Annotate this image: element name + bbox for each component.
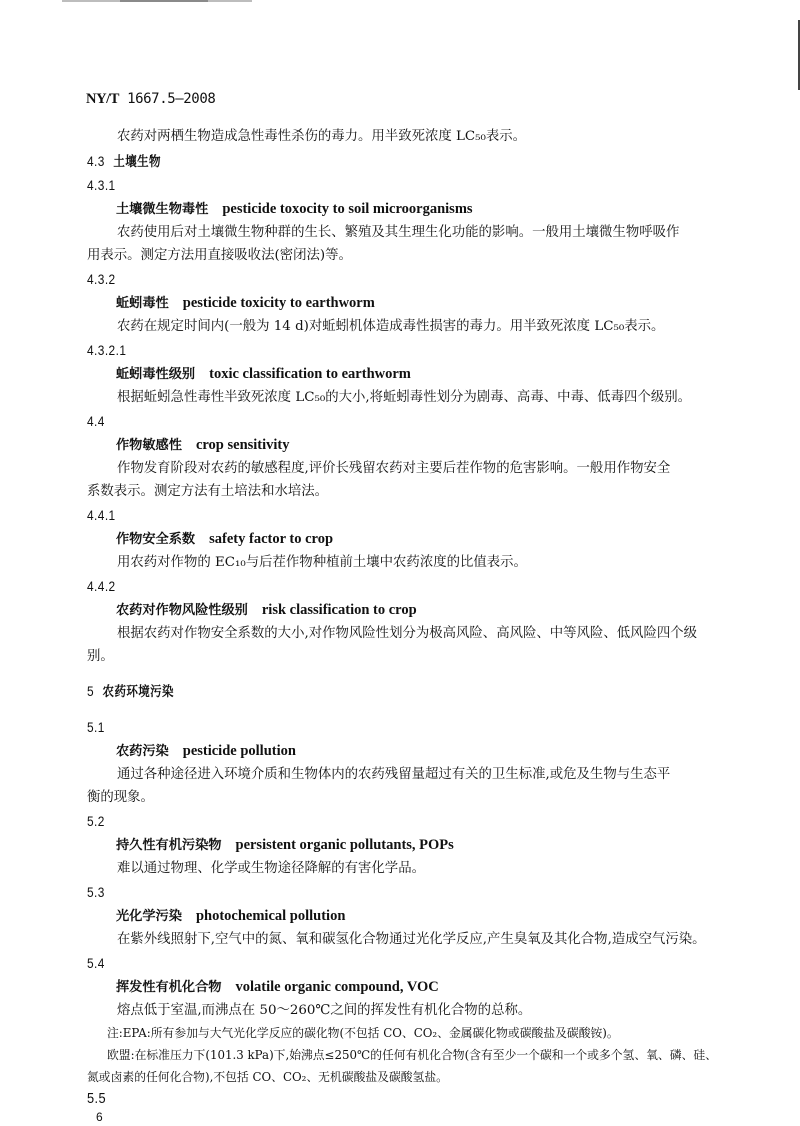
clause-number-4-4-2: 4.4.2	[87, 578, 116, 594]
clause-number-4-3-1: 4.3.1	[87, 177, 116, 193]
page-number: 6	[96, 1110, 103, 1124]
term-en: persistent organic pollutants, POPs	[235, 837, 454, 853]
definition-line: 衡的现象。	[87, 790, 154, 805]
term-en: pesticide toxicity to earthworm	[182, 295, 375, 311]
term-zh: 土壤微生物毒性	[116, 202, 209, 217]
term-5-2	[116, 836, 454, 855]
definition-line: 别。	[87, 649, 114, 664]
term-en: volatile organic compound, VOC	[235, 979, 439, 995]
definition-line: 作物发育阶段对农药的敏感程度,评价长残留农药对主要后茬作物的危害影响。一般用作物安全	[117, 461, 671, 476]
term-en: safety factor to crop	[209, 531, 334, 547]
paragraph-line: 农药对两栖生物造成急性毒性杀伤的毒力。用半致死浓度 LC₅₀表示。	[117, 129, 527, 144]
section-number: 4.3	[87, 153, 105, 169]
term-zh: 蚯蚓毒性	[116, 296, 169, 311]
term-zh: 农药污染	[116, 744, 169, 759]
term-5-1	[116, 742, 296, 761]
clause-number-4-3-2: 4.3.2	[87, 271, 116, 287]
term-4-3-1	[116, 200, 473, 219]
term-en: crop sensitivity	[195, 437, 290, 453]
definition-line: 农药使用后对土壤微生物种群的生长、繁殖及其生理生化功能的影响。一般用土壤微生物呼吸作	[117, 225, 680, 240]
definition-line: 根据农药对作物安全系数的大小,对作物风险性划分为极高风险、高风险、中等风险、低风险四个级	[117, 626, 698, 641]
definition-line: 熔点低于室温,而沸点在 50～260℃之间的挥发性有机化合物的总称。	[117, 1003, 532, 1018]
term-4-4	[116, 436, 290, 455]
definition-line: 根据蚯蚓急性毒性半致死浓度 LC₅₀的大小,将蚯蚓毒性划分为剧毒、高毒、中毒、低毒四个级别。	[117, 390, 692, 405]
term-en: toxic classification to earthworm	[209, 366, 411, 382]
term-zh: 作物敏感性	[116, 438, 182, 453]
term-en: pesticide pollution	[182, 743, 296, 759]
standard-prefix: NY/T	[86, 91, 120, 107]
term-4-4-2	[116, 601, 417, 620]
definition-line: 在紫外线照射下,空气中的氮、氧和碳氢化合物通过光化学反应,产生臭氧及其化合物,造成空气污染。	[117, 932, 706, 947]
definition-line: 用农药对作物的 EC₁₀与后茬作物种植前土壤中农药浓度的比值表示。	[117, 555, 527, 570]
term-zh: 光化学污染	[116, 909, 182, 924]
term-zh: 农药对作物风险性级别	[116, 603, 248, 618]
note-line: 氮或卤素的任何化合物),不包括 CO、CO₂、无机碳酸盐及碳酸氢盐。	[87, 1070, 448, 1084]
term-en: pesticide toxocity to soil microorganisms	[222, 201, 473, 217]
term-5-3	[116, 907, 345, 926]
clause-number-5-2: 5.2	[87, 813, 105, 829]
definition-line: 用表示。测定方法用直接吸收法(密闭法)等。	[87, 248, 352, 263]
term-4-3-2-1	[116, 365, 411, 384]
term-zh: 挥发性有机化合物	[116, 980, 222, 995]
definition-line: 农药在规定时间内(一般为 14 d)对蚯蚓机体造成毒性损害的毒力。用半致死浓度 LC₅₀表示。	[117, 319, 665, 334]
clause-number-4-4-1: 4.4.1	[87, 507, 116, 523]
clause-number-5-4: 5.4	[87, 955, 105, 971]
clause-number-4-3-2-1: 4.3.2.1	[87, 342, 127, 358]
clause-number-5-3: 5.3	[87, 884, 105, 900]
chapter-title: 农药环境污染	[102, 684, 174, 700]
clause-number-5-1: 5.1	[87, 719, 105, 735]
scan-artifact	[120, 0, 208, 2]
clause-number-4-4: 4.4	[87, 413, 105, 429]
term-zh: 作物安全系数	[116, 532, 196, 547]
term-zh: 持久性有机污染物	[116, 838, 222, 853]
section-heading-4-3	[87, 152, 161, 171]
chapter-number: 5	[87, 683, 95, 699]
term-4-3-2	[116, 294, 375, 313]
note-line: 欧盟:在标准压力下(101.3 kPa)下,始沸点≤250℃的任何有机化合物(含有至少一个碳和一个或多个氢、氧、磷、硅、	[107, 1048, 717, 1062]
term-4-4-1	[116, 530, 333, 549]
definition-line: 难以通过物理、化学或生物途径降解的有害化学品。	[117, 861, 425, 876]
term-zh: 蚯蚓毒性级别	[116, 367, 196, 382]
clause-number-5-5: 5.5	[87, 1090, 107, 1107]
term-en: risk classification to crop	[261, 602, 417, 618]
standard-code: 1667.5—2008	[127, 91, 216, 107]
definition-line: 系数表示。测定方法有土培法和水培法。	[87, 484, 329, 499]
term-en: photochemical pollution	[195, 908, 346, 924]
definition-line: 通过各种途径进入环境介质和生物体内的农药残留量超过有关的卫生标准,或危及生物与生态平	[117, 767, 671, 782]
section-title: 土壤生物	[113, 154, 161, 170]
standard-number-header	[86, 90, 215, 108]
note-line: 注:EPA:所有参加与大气光化学反应的碳化物(不包括 CO、CO₂、金属碳化物或碳酸盐及碳酸铵)。	[107, 1026, 619, 1040]
term-5-4	[116, 978, 439, 997]
chapter-heading-5	[87, 682, 174, 701]
